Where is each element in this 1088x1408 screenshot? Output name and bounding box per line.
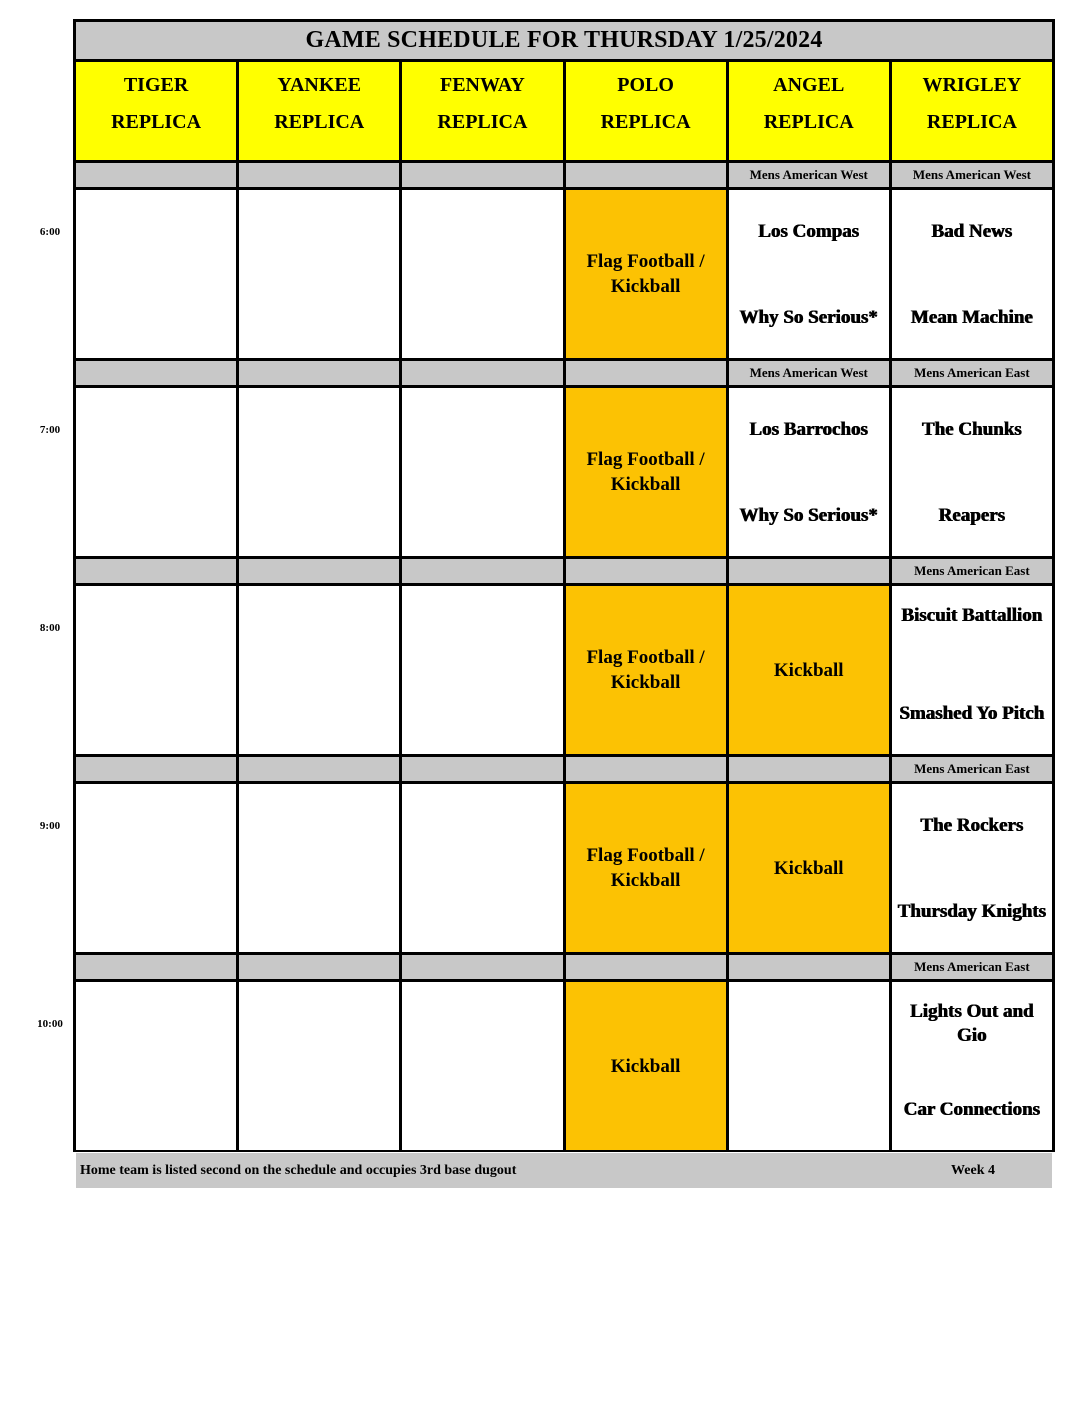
time-label: 9:00 [39, 820, 61, 832]
empty-slot [239, 190, 399, 358]
division-label [566, 955, 726, 979]
field-header-wrigley [892, 62, 1052, 160]
game-matchup [892, 586, 1052, 754]
field-subtitle: REPLICA [111, 111, 202, 133]
field-name: FENWAY [439, 74, 525, 96]
field-name: YANKEE [277, 74, 362, 96]
empty-slot [239, 982, 399, 1150]
division-label [76, 361, 236, 385]
empty-slot [76, 190, 236, 358]
game-matchup [729, 388, 889, 556]
empty-slot [402, 190, 562, 358]
home-team: Mean Machine [910, 307, 1033, 328]
division-label [402, 757, 562, 781]
empty-slot [402, 982, 562, 1150]
division-label [402, 361, 562, 385]
activity-label: Kickball [610, 870, 681, 891]
division-label [239, 559, 399, 583]
field-name: WRIGLEY [922, 74, 1022, 96]
division-label [76, 559, 236, 583]
division-label [239, 163, 399, 187]
activity-block [566, 190, 726, 358]
division-label: Mens American West [729, 361, 889, 385]
activity-block [566, 586, 726, 754]
division-label: Mens American East [892, 559, 1052, 583]
activity-block [566, 388, 726, 556]
field-subtitle: REPLICA [763, 111, 854, 133]
empty-slot [76, 982, 236, 1150]
empty-slot [729, 982, 889, 1150]
division-label [76, 955, 236, 979]
field-name: ANGEL [773, 74, 845, 96]
game-matchup [892, 982, 1052, 1150]
division-label [566, 361, 726, 385]
game-matchup [892, 190, 1052, 358]
activity-label: Flag Football / [586, 449, 705, 470]
empty-slot [239, 388, 399, 556]
activity-label: Flag Football / [586, 251, 705, 272]
game-matchup [892, 784, 1052, 952]
field-subtitle: REPLICA [600, 111, 691, 133]
empty-slot [402, 586, 562, 754]
division-label [76, 757, 236, 781]
away-team: The Rockers [920, 815, 1024, 836]
field-subtitle: REPLICA [926, 111, 1017, 133]
field-header-fenway [402, 62, 562, 160]
division-label [76, 163, 236, 187]
division-label [566, 757, 726, 781]
division-label: Mens American East [892, 757, 1052, 781]
schedule-title: GAME SCHEDULE FOR THURSDAY 1/25/2024 [76, 22, 1052, 59]
game-matchup [892, 388, 1052, 556]
game-matchup [729, 190, 889, 358]
division-label [239, 361, 399, 385]
away-team: The Chunks [922, 419, 1022, 440]
activity-label: Kickball [610, 672, 681, 693]
time-label: 7:00 [39, 424, 61, 436]
field-header-angel [729, 62, 889, 160]
activity-label: Flag Football / [586, 845, 705, 866]
home-team: Thursday Knights [897, 901, 1047, 922]
time-label: 6:00 [39, 226, 61, 238]
division-label [402, 559, 562, 583]
division-label [566, 559, 726, 583]
empty-slot [239, 784, 399, 952]
activity-label: Kickball [773, 857, 844, 879]
away-team: Bad News [931, 221, 1013, 242]
field-name: TIGER [123, 74, 189, 96]
field-subtitle: REPLICA [437, 111, 528, 133]
empty-slot [76, 388, 236, 556]
activity-block [566, 784, 726, 952]
activity-label: Flag Football / [586, 647, 705, 668]
division-label [566, 163, 726, 187]
division-label [729, 559, 889, 583]
activity-label: Kickball [773, 659, 844, 681]
footer-note: Home team is listed second on the schedule and occupies 3rd base dugout [80, 1162, 517, 1178]
division-label [402, 163, 562, 187]
activity-label: Kickball [610, 1055, 681, 1077]
home-team: Why So Serious* [739, 307, 878, 328]
away-team: Biscuit Battallion [901, 605, 1043, 626]
empty-slot [239, 586, 399, 754]
division-label [402, 955, 562, 979]
time-label: 8:00 [39, 622, 61, 634]
away-team: Lights Out and Gio [910, 1001, 1034, 1046]
field-name: POLO [617, 74, 674, 96]
activity-block [729, 784, 889, 952]
empty-slot [402, 784, 562, 952]
division-label: Mens American East [892, 955, 1052, 979]
week-label: Week 4 [951, 1162, 995, 1178]
footer-bar [76, 1153, 1052, 1188]
away-team: Los Barrochos [749, 419, 868, 440]
away-team: Los Compas [758, 221, 860, 242]
division-label: Mens American East [892, 361, 1052, 385]
home-team: Why So Serious* [739, 505, 878, 526]
empty-slot [402, 388, 562, 556]
activity-label: Kickball [610, 276, 681, 297]
activity-block [729, 586, 889, 754]
division-label: Mens American West [892, 163, 1052, 187]
empty-slot [76, 784, 236, 952]
empty-slot [76, 586, 236, 754]
time-label: 10:00 [37, 1018, 63, 1030]
activity-block [566, 982, 726, 1150]
division-label [729, 955, 889, 979]
division-label [239, 955, 399, 979]
field-header-yankee [239, 62, 399, 160]
field-header-polo [566, 62, 726, 160]
home-team: Car Connections [903, 1099, 1041, 1120]
division-label [729, 757, 889, 781]
home-team: Smashed Yo Pitch [899, 703, 1045, 724]
schedule-grid [73, 19, 1055, 1178]
division-label [239, 757, 399, 781]
activity-label: Kickball [610, 474, 681, 495]
field-subtitle: REPLICA [274, 111, 365, 133]
field-header-tiger [76, 62, 236, 160]
home-team: Reapers [938, 505, 1006, 526]
division-label: Mens American West [729, 163, 889, 187]
